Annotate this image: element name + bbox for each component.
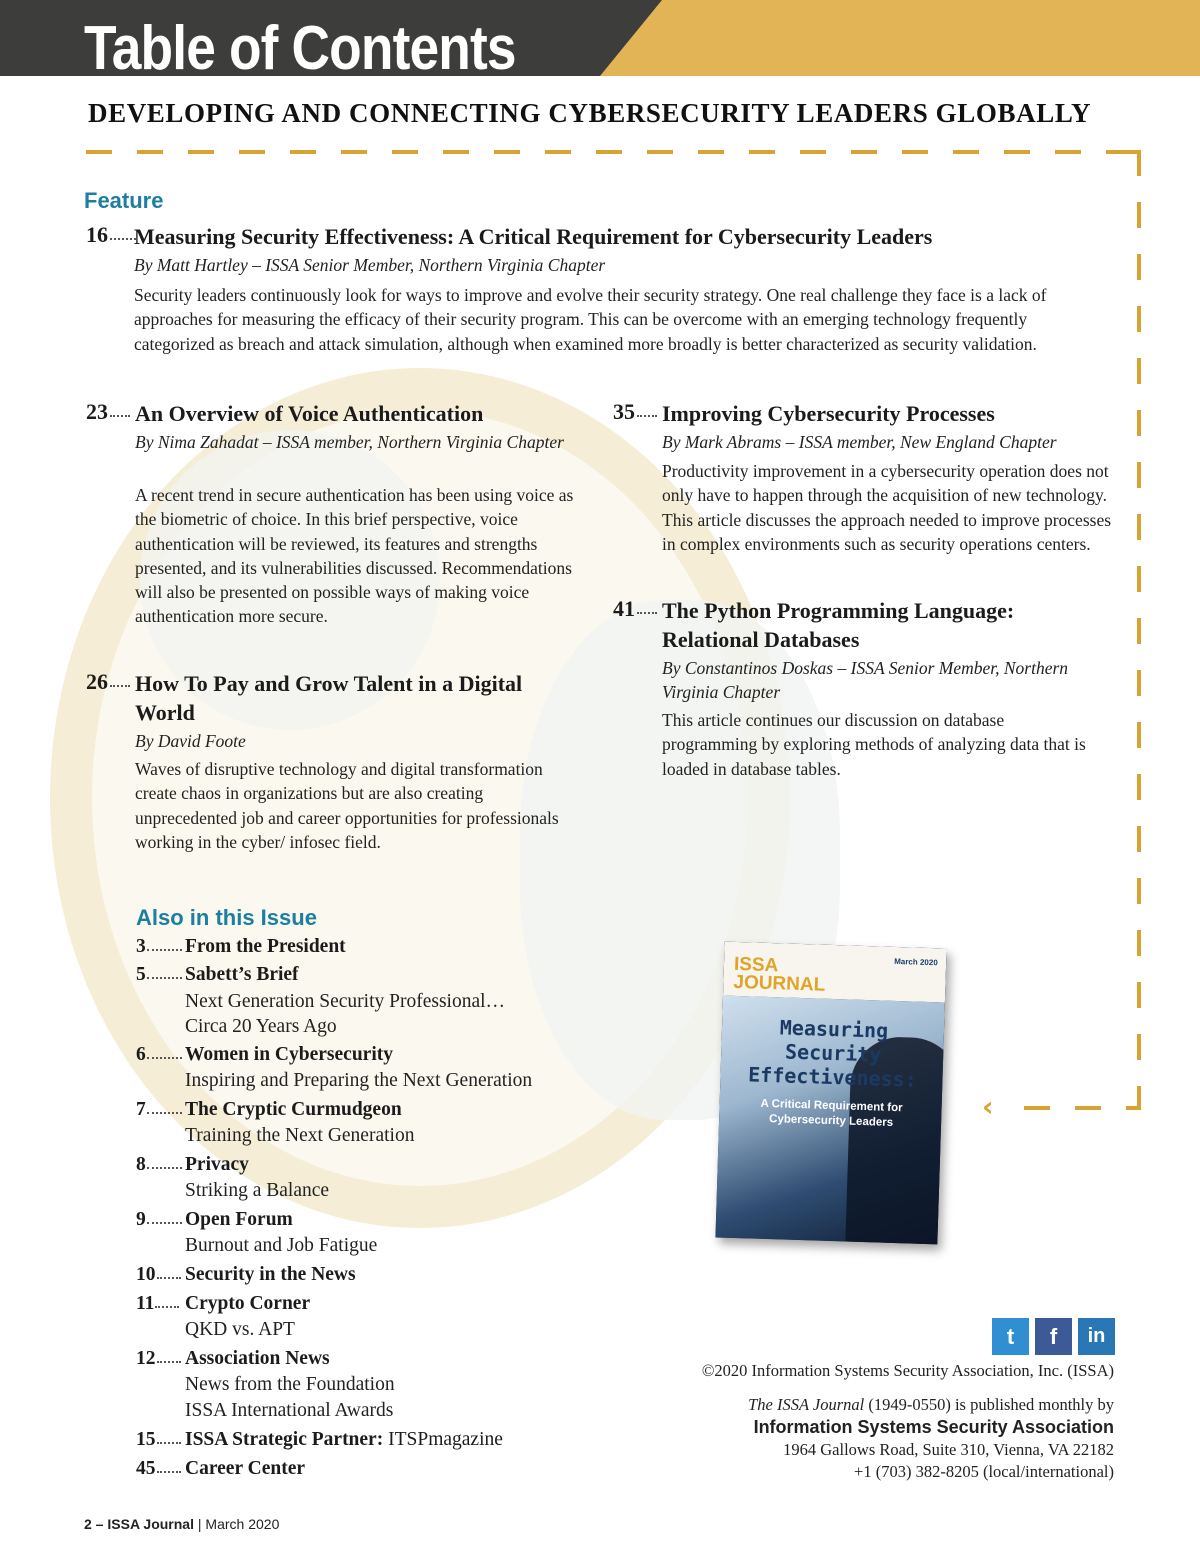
item-subtitle: Inspiring and Preparing the Next Generation [185,1070,533,1091]
article-page-number: 35 [613,399,657,425]
address: 1964 Gallows Road, Suite 310, Vienna, VA 22182 [783,1440,1114,1459]
also-heading: Also in this Issue [136,905,317,930]
article-description: Productivity improvement in a cybersecurity operation does not only have to happen through the acquisition of new technology. This article discusses the approach needed to improve processes in complex environments such as security operations centers. [662,461,1112,554]
also-list: 3 From the President 5 Sabett’s Brief Next Generation Security Professional… Circa 20 Years Ago 6 Women in Cybersecurity Inspiring and Preparing the Next Generation 7 The Cryptic Curmudgeon Training the Next Generation 8 Privacy Striking a Balance 9 Open Forum Burnout and Job Fatigue 10 Security in the News 11 Crypto Corner QKD vs. APT 12 Association News News from the Foundation ISSA International Awards 15 ISSA Strategic Partner: ITSPmagazine 45 Career Center [136,936,533,1479]
frame-dash-bottom [1024,1106,1140,1110]
item-subtitle: Circa 20 Years Ago [185,1016,337,1037]
article-byline: By Constantinos Doskas – ISSA Senior Member, Northern Virginia Chapter [662,658,1069,702]
frame-dash-right [1137,150,1141,1110]
article-byline: By Nima Zahadat – ISSA member, Northern Virginia Chapter [135,432,564,452]
item-title[interactable]: Women in Cybersecurity [185,1044,393,1065]
item-title[interactable]: Association News [185,1348,330,1369]
article-byline: By Mark Abrams – ISSA member, New England Chapter [662,432,1057,452]
cover-headline: Measuring Security Effectiveness: [747,1015,918,1092]
frame-dash-top [86,150,1136,154]
article-page-number: 26 [86,669,130,695]
page-subtitle: DEVELOPING AND CONNECTING CYBERSECURITY LEADERS GLOBALLY [88,98,1092,128]
item-title[interactable]: Privacy [185,1154,249,1175]
article-page-number: 23 [86,399,130,425]
publish-line: The ISSA Journal (1949-0550) is published monthly by [748,1395,1114,1414]
item-subtitle: QKD vs. APT [185,1319,295,1340]
article-title[interactable]: How To Pay and Grow Talent in a Digital World [135,671,523,725]
item-title[interactable]: Security in the News [185,1264,356,1285]
item-title[interactable]: Open Forum [185,1209,293,1230]
article-title[interactable]: Measuring Security Effectiveness: A Critical Requirement for Cybersecurity Leaders [134,224,933,249]
item-subtitle: Striking a Balance [185,1180,330,1201]
org-name: Information Systems Security Association [753,1417,1114,1437]
item-title[interactable]: Sabett’s Brief [185,964,299,985]
cover-subhead: A Critical Requirement for Cybersecurity Leaders [760,1097,903,1129]
article-description: Waves of disruptive technology and digital transformation create chaos in organizations but are also creating unprecedented job and career opportunities for professionals working in the cyber/ infosec field. [135,759,559,852]
item-title[interactable]: The Cryptic Curmudgeon [185,1099,402,1120]
page-footer: 2 – ISSA Journal | March 2020 [84,1516,280,1532]
magazine-cover[interactable] [715,942,946,1245]
linkedin-icon[interactable]: in [1078,1318,1115,1355]
item-subtitle: ISSA International Awards [185,1400,394,1421]
item-subtitle: News from the Foundation [185,1374,395,1395]
article-description: Security leaders continuously look for ways to improve and evolve their security strategy. One real challenge they face is a lack of approaches for measuring the efficacy of their security program. This can be overcome with an emerging technology frequently categorized as breach and attack simulation, although when examined more broadly is better characterized as security validation. [134,285,1047,354]
item-title[interactable]: Crypto Corner [185,1293,311,1314]
copyright: ©2020 Information Systems Security Association, Inc. (ISSA) [701,1361,1114,1380]
article-title[interactable]: An Overview of Voice Authentication [135,401,484,426]
item-subtitle: Next Generation Security Professional… [185,991,506,1012]
article-byline: By Matt Hartley – ISSA Senior Member, Northern Virginia Chapter [134,255,606,275]
article-byline: By David Foote [135,731,246,751]
facebook-icon[interactable]: f [1035,1318,1072,1355]
article-description: A recent trend in secure authentication has been using voice as the biometric of choice. In this brief perspective, voice authentication will be reviewed, its features and strengths presented, and its vulnerabilities discussed. Recommendations will also be presented on possible ways of making voice authentication more secure. [135,485,574,627]
article-title[interactable]: The Python Programming Language: Relational Databases [662,598,1015,652]
page-title: Table of Contents [84,14,516,76]
article-description: This article continues our discussion on database programming by exploring methods of analyzing data that is loaded in database tables. [662,710,1086,779]
feature-heading: Feature [84,188,164,213]
cover-date: March 2020 [894,956,938,968]
item-subtitle: Training the Next Generation [185,1125,415,1146]
item-subtitle: Burnout and Job Fatigue [185,1235,378,1256]
item-title[interactable]: From the President [185,936,346,957]
item-title[interactable]: ISSA Strategic Partner: ITSPmagazine [185,1429,503,1450]
article-title[interactable]: Improving Cybersecurity Processes [662,401,995,426]
cover-masthead: ISSA JOURNAL [733,953,826,996]
article-page-number: 16 [86,222,136,248]
article-page-number: 41 [613,596,657,622]
phone: +1 (703) 382-8205 (local/international) [854,1462,1114,1481]
item-title[interactable]: Career Center [185,1458,306,1479]
twitter-icon[interactable]: t [992,1318,1029,1355]
arrow-left-icon: ‹ [982,1090,994,1123]
